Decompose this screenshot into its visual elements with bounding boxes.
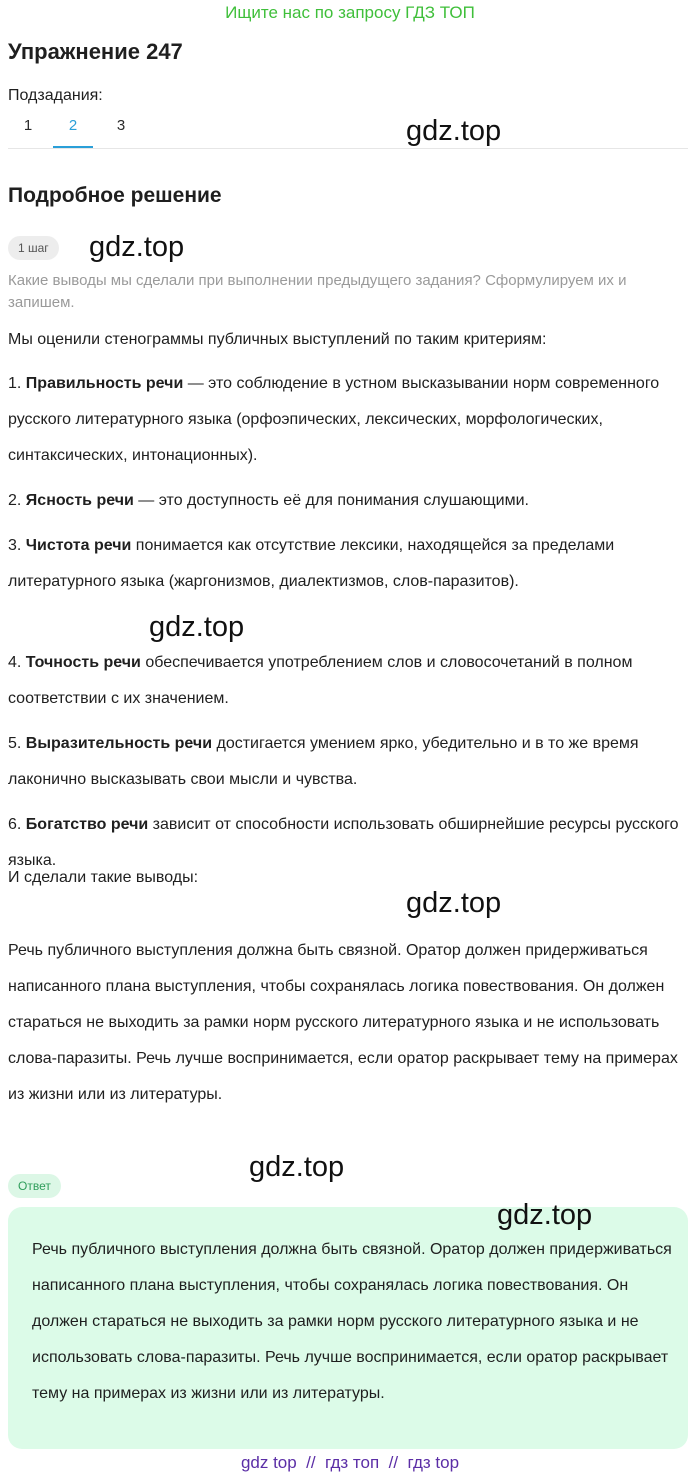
criterion-number: 1. [8, 375, 22, 392]
criterion-description: — это соблюдение в устном высказывании норм современного русского литературного языка (орфоэпических, лексических, морфологических, синтаксических, интонационных). [8, 375, 660, 464]
watermark: gdz.top [497, 1199, 593, 1231]
criterion-number: 5. [8, 735, 22, 752]
search-banner: Ищите нас по запросу ГДЗ ТОП [225, 3, 475, 22]
criterion-item [8, 645, 692, 717]
watermark: gdz.top [249, 1151, 345, 1183]
page-title: Упражнение 247 [8, 39, 183, 64]
criterion-description: зависит от способности использовать обширнейшие ресурсы русского языка. [8, 816, 679, 869]
conclusion-text: Речь публичного выступления должна быть связной. Оратор должен придерживаться написанного плана выступления, чтобы сохранялась логика повествования. Он должен стараться не выходить за рамки норм русского литературного языка и не использовать слова-паразиты. Речь лучше воспринимается, если оратор раскрывает тему на примерах из жизни или из литературы. [8, 942, 678, 1103]
footer-links: gdz top // гдз топ // гдз top [240, 1453, 460, 1472]
watermark: gdz.top [406, 887, 502, 919]
criterion-term: Выразительность речи [25, 735, 213, 752]
intro-text: Мы оценили стенограммы публичных выступлений по таким критериям: [8, 331, 547, 348]
criterion-term: Правильность речи [25, 375, 184, 392]
criterion-description: достигается умением ярко, убедительно и в то же время лаконично высказывать свои мысли и чувства. [8, 735, 639, 788]
criterion-item [8, 726, 692, 798]
criterion-item [8, 483, 692, 519]
answer-badge: Ответ [8, 1174, 61, 1198]
watermark: gdz.top [406, 115, 502, 147]
subtasks-label: Подзадания: [8, 87, 103, 104]
criterion-description: — это доступность её для понимания слушающими. [133, 492, 529, 509]
subtask-tab-3[interactable]: 3 [116, 117, 126, 134]
conclusions-intro: И сделали такие выводы: [8, 869, 199, 886]
criterion-item [8, 366, 692, 474]
subtask-tabs [8, 112, 688, 149]
criterion-description: понимается как отсутствие лексики, находящейся за пределами литературного языка (жаргонизмов, диалектизмов, слов-паразитов). [8, 537, 615, 590]
criterion-number: 4. [8, 654, 22, 671]
step-badge: 1 шаг [8, 236, 59, 260]
criterion-number: 3. [8, 537, 22, 554]
criterion-term: Чистота речи [25, 537, 132, 554]
answer-text: Речь публичного выступления должна быть связной. Оратор должен придерживаться написанного плана выступления, чтобы сохранялась логика повествования. Он должен стараться не выходить за рамки норм русского литературного языка и не использовать слова-паразиты. Речь лучше воспринимается, если оратор раскрывает тему на примерах из жизни или из литературы. [32, 1241, 672, 1402]
criterion-number: 2. [8, 492, 22, 509]
criterion-term: Богатство речи [25, 816, 149, 833]
criterion-item [8, 528, 692, 600]
subtask-tab-1[interactable]: 1 [23, 117, 33, 134]
criterion-term: Ясность речи [25, 492, 134, 509]
criterion-term: Точность речи [25, 654, 141, 671]
criterion-number: 6. [8, 816, 22, 833]
watermark: gdz.top [89, 231, 185, 263]
section-title: Подробное решение [8, 184, 222, 207]
question-text: Какие выводы мы сделали при выполнении предыдущего задания? Сформулируем их и запишем. [8, 272, 627, 311]
subtask-tab-2[interactable]: 2 [53, 112, 93, 148]
watermark: gdz.top [149, 611, 245, 643]
criterion-description: обеспечивается употреблением слов и словосочетаний в полном соответствии с их значением. [8, 654, 633, 707]
